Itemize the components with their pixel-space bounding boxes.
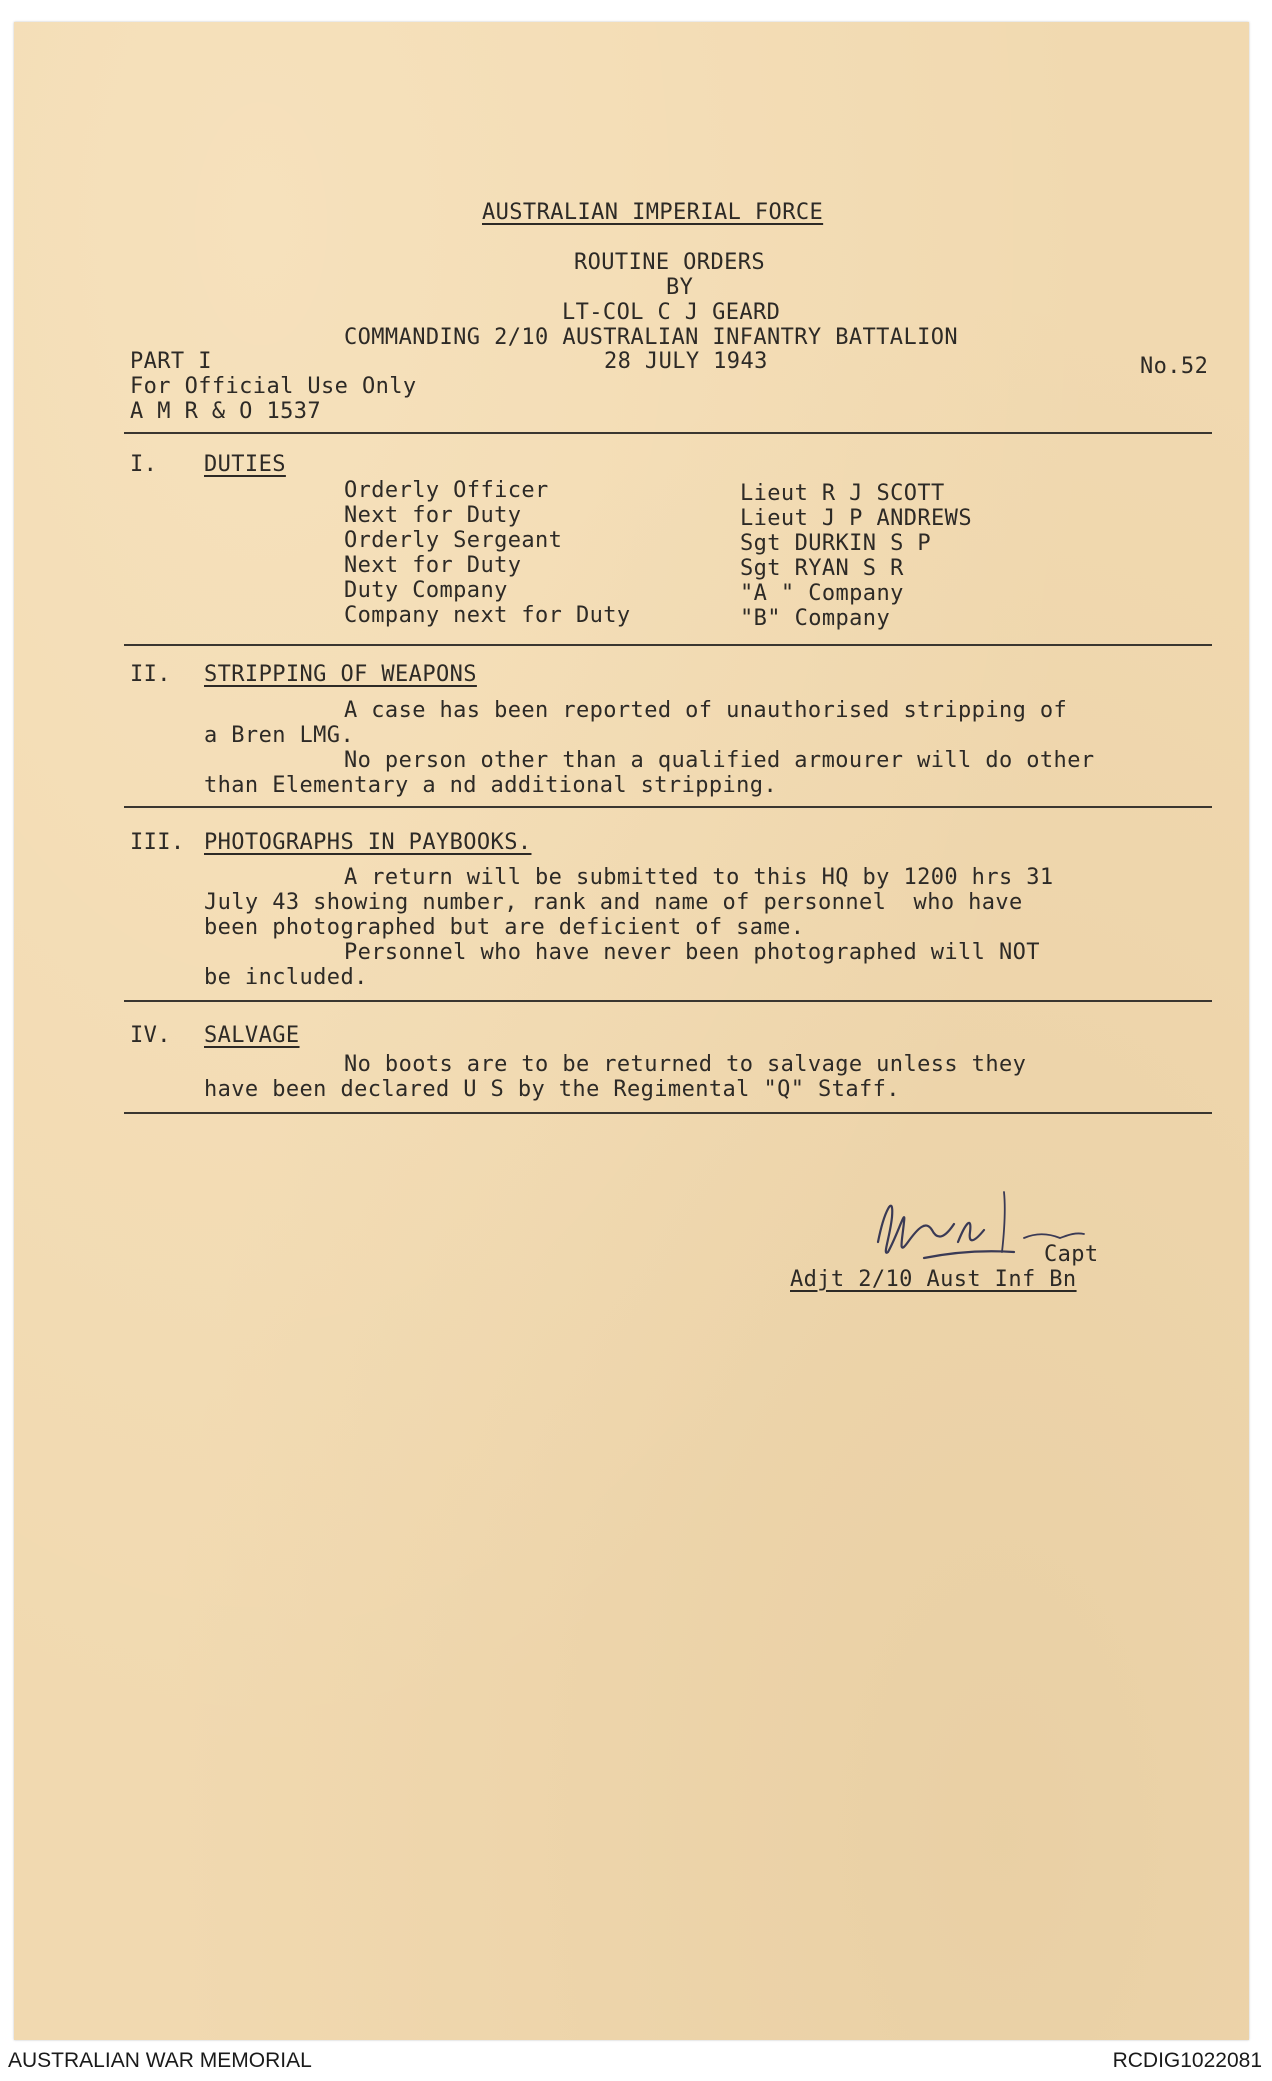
handwritten-signature	[854, 1172, 1214, 1282]
duty-role: Next for Duty	[344, 553, 522, 578]
duty-role: Orderly Officer	[344, 478, 549, 503]
duty-role: Orderly Sergeant	[344, 528, 563, 553]
document-page	[14, 22, 1249, 2040]
photographs-paragraph-2: Personnel who have never been photographed will NOT be included.	[204, 940, 1040, 990]
stripping-paragraph-1: A case has been reported of unauthorised stripping of a Bren LMG.	[204, 698, 1068, 748]
duty-name: Lieut R J SCOTT	[740, 481, 945, 506]
duty-name: "A " Company	[740, 581, 904, 606]
duty-name: "B" Company	[740, 606, 891, 631]
stripping-heading: STRIPPING OF WEAPONS	[204, 662, 477, 687]
photographs-divider	[124, 1000, 1212, 1002]
signature-title: Adjt 2/10 Aust Inf Bn	[790, 1267, 1077, 1292]
duties-heading: DUTIES	[204, 452, 286, 477]
commander-line: LT-COL C J GEARD	[562, 300, 781, 325]
part-label: PART I	[130, 349, 212, 374]
header-divider	[124, 432, 1212, 434]
stripping-paragraph-2: No person other than a qualified armourer will do other than Elementary a nd additional stripping.	[204, 748, 1095, 798]
duty-name: Sgt DURKIN S P	[740, 531, 932, 556]
reference-number: A M R & O 1537	[130, 399, 322, 424]
duty-role: Next for Duty	[344, 503, 522, 528]
stripping-divider	[124, 806, 1212, 808]
routine-orders-line: ROUTINE ORDERS	[574, 250, 766, 275]
commanding-line: COMMANDING 2/10 AUSTRALIAN INFANTRY BATTALION	[344, 325, 959, 350]
duties-divider	[124, 644, 1212, 646]
order-number: No.52	[1140, 354, 1209, 379]
duty-name: Sgt RYAN S R	[740, 556, 904, 581]
duty-role: Company next for Duty	[344, 603, 631, 628]
signature-rank: Capt	[1044, 1242, 1099, 1267]
order-date: 28 JULY 1943	[604, 349, 768, 374]
salvage-divider	[124, 1112, 1212, 1114]
document-title: AUSTRALIAN IMPERIAL FORCE	[482, 200, 824, 225]
footer-catalogue-id: RCDIG1022081	[1112, 2049, 1262, 2072]
salvage-paragraph-1: No boots are to be returned to salvage unless they have been declared U S by the Regimental "Q" Staff.	[204, 1052, 1027, 1102]
salvage-numeral: IV.	[130, 1023, 171, 1048]
stripping-numeral: II.	[130, 662, 171, 687]
photographs-paragraph-1: A return will be submitted to this HQ by 1200 hrs 31 July 43 showing number, rank and name of personnel who have been photographed but are deficient of same.	[204, 865, 1054, 940]
official-use-label: For Official Use Only	[130, 374, 417, 399]
duty-role: Duty Company	[344, 578, 508, 603]
duty-name: Lieut J P ANDREWS	[740, 506, 972, 531]
footer-institution: AUSTRALIAN WAR MEMORIAL	[8, 2049, 312, 2072]
by-line: BY	[666, 275, 694, 300]
photographs-numeral: III.	[130, 830, 185, 855]
duties-numeral: I.	[130, 452, 158, 477]
photographs-heading: PHOTOGRAPHS IN PAYBOOKS.	[204, 830, 532, 855]
salvage-heading: SALVAGE	[204, 1023, 300, 1048]
